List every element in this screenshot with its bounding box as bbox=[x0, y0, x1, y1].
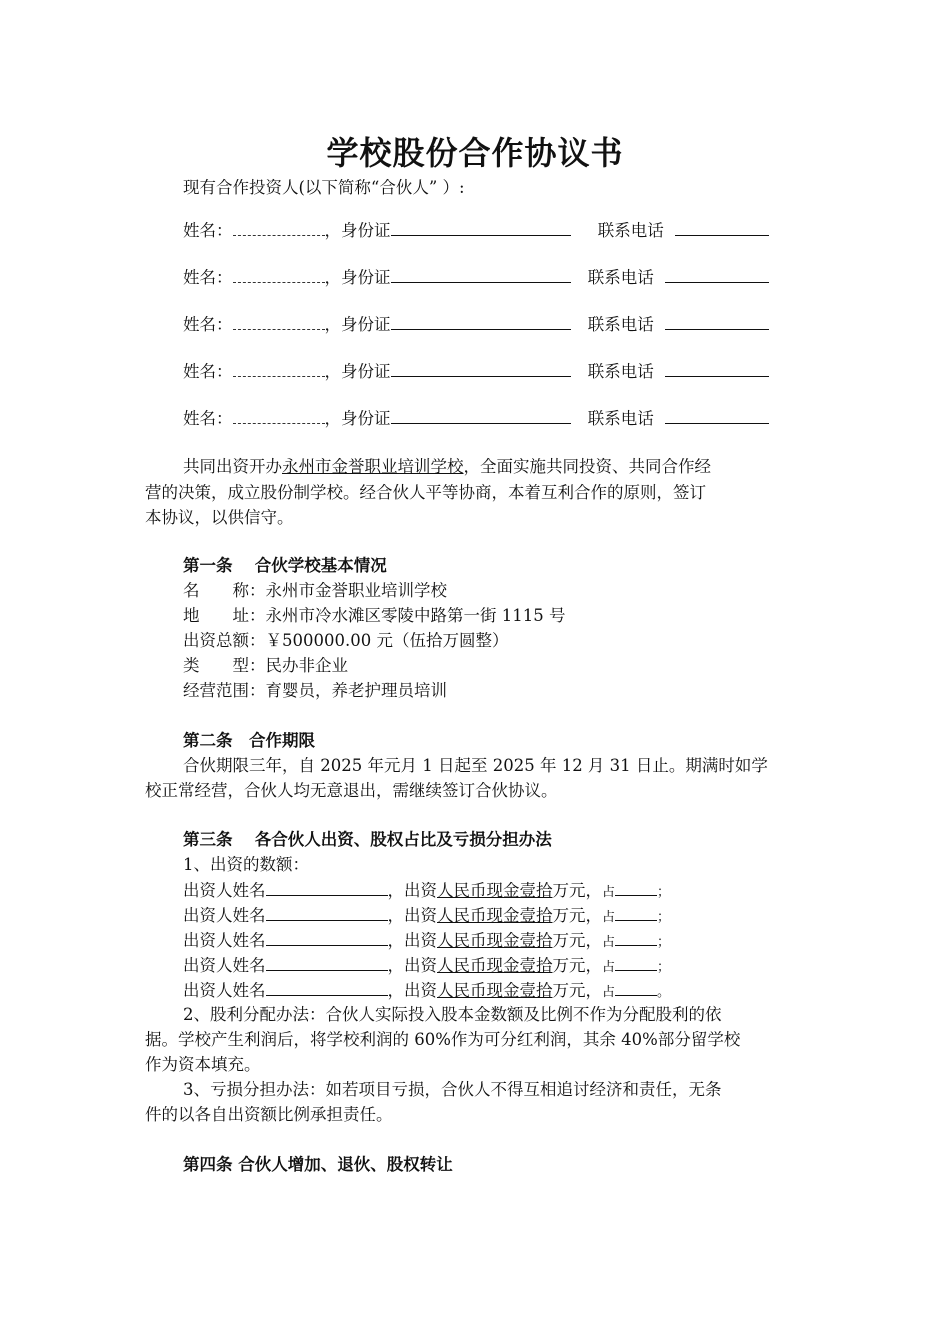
article2-heading: 第二条 合作期限 bbox=[183, 731, 315, 750]
phone-blank bbox=[665, 265, 769, 283]
id-label: ，身份证 bbox=[324, 362, 391, 381]
row-end: ； bbox=[657, 935, 671, 950]
field-value: ￥500000.00 元（伍拾万圆整） bbox=[265, 631, 509, 650]
id-blank bbox=[391, 359, 571, 377]
share-label: 占 bbox=[602, 960, 616, 975]
field-label: 类 型： bbox=[183, 656, 266, 675]
invest-amount: 人民币现金壹拾 bbox=[437, 906, 553, 925]
partner-row bbox=[183, 218, 769, 243]
phone-blank bbox=[675, 218, 769, 236]
row-end: ； bbox=[657, 910, 671, 925]
invest-text: ，出资 bbox=[387, 881, 437, 900]
invest-amount: 人民币现金壹拾 bbox=[437, 881, 553, 900]
share-label: 占 bbox=[602, 910, 616, 925]
article3-heading: 第三条 各合伙人出资、股权占比及亏损分担办法 bbox=[183, 830, 552, 849]
name-blank bbox=[233, 406, 325, 424]
name-label: 姓名： bbox=[183, 268, 233, 287]
share-label: 占 bbox=[602, 935, 616, 950]
invest-unit: 万元， bbox=[552, 881, 602, 900]
id-blank bbox=[391, 218, 571, 236]
invest-unit: 万元， bbox=[552, 906, 602, 925]
intro-text: 现有合作投资人(以下简称“合伙人” ）: bbox=[183, 178, 465, 197]
id-label: ，身份证 bbox=[324, 409, 391, 428]
field-value: 永州市金誉职业培训学校 bbox=[265, 581, 447, 600]
partner-row bbox=[183, 359, 769, 384]
document-title: 学校股份合作协议书 bbox=[326, 134, 624, 172]
investor-row bbox=[183, 878, 670, 905]
phone-label: 联系电话 bbox=[587, 409, 654, 428]
partner-row bbox=[183, 406, 769, 431]
name-label: 姓名： bbox=[183, 409, 233, 428]
invest-unit: 万元， bbox=[552, 956, 602, 975]
preamble-text: ，全面实施共同投资、共同合作经 bbox=[463, 457, 711, 476]
investor-label: 出资人姓名 bbox=[183, 881, 266, 900]
invest-text: ，出资 bbox=[387, 931, 437, 950]
preamble-line-3: 本协议，以供信守。 bbox=[145, 508, 294, 527]
phone-blank bbox=[665, 406, 769, 424]
id-label: ，身份证 bbox=[324, 268, 391, 287]
invest-unit: 万元， bbox=[552, 931, 602, 950]
investor-label: 出资人姓名 bbox=[183, 906, 266, 925]
phone-label: 联系电话 bbox=[587, 315, 654, 334]
investor-row bbox=[183, 953, 670, 980]
share-blank bbox=[615, 903, 657, 921]
investor-blank bbox=[266, 928, 388, 946]
field-label: 经营范围： bbox=[183, 681, 266, 700]
type-row bbox=[183, 654, 348, 678]
preamble-line-2: 营的决策，成立股份制学校。经合伙人平等协商，本着互利合作的原则，签订 bbox=[145, 483, 706, 502]
capital-row bbox=[183, 629, 508, 653]
dividend-line-1: 2、股利分配办法：合伙人实际投入股本金数额及比例不作为分配股利的依 bbox=[183, 1005, 722, 1024]
article2-line-2: 校正常经营，合伙人均无意退出，需继续签订合伙协议。 bbox=[145, 781, 558, 800]
article2-line-1: 合伙期限三年，自 2025 年元月 1 日起至 2025 年 12 月 31 日止。期满时如学 bbox=[183, 756, 768, 775]
share-blank bbox=[615, 978, 657, 996]
id-blank bbox=[391, 265, 571, 283]
share-label: 占 bbox=[602, 985, 616, 1000]
partner-row bbox=[183, 312, 769, 337]
scope-row bbox=[183, 679, 447, 703]
field-label: 地 址： bbox=[183, 606, 266, 625]
investor-label: 出资人姓名 bbox=[183, 956, 266, 975]
dividend-line-3: 作为资本填充。 bbox=[145, 1055, 261, 1074]
investor-row bbox=[183, 903, 670, 930]
loss-line-1: 3、亏损分担办法：如若项目亏损，合伙人不得互相追讨经济和责任，无条 bbox=[183, 1080, 722, 1099]
name-blank bbox=[233, 312, 325, 330]
row-end: ； bbox=[657, 960, 671, 975]
article4-heading: 第四条 合伙人增加、退伙、股权转让 bbox=[183, 1155, 453, 1174]
field-value: 民办非企业 bbox=[265, 656, 348, 675]
id-blank bbox=[391, 312, 571, 330]
share-blank bbox=[615, 953, 657, 971]
invest-amount: 人民币现金壹拾 bbox=[437, 956, 553, 975]
invest-text: ，出资 bbox=[387, 906, 437, 925]
preamble-text: 共同出资开办 bbox=[183, 457, 282, 476]
field-label: 名 称： bbox=[183, 581, 266, 600]
id-blank bbox=[391, 406, 571, 424]
loss-line-2: 件的以各自出资额比例承担责任。 bbox=[145, 1105, 393, 1124]
contribution-subheading: 1、出资的数额： bbox=[183, 855, 309, 874]
phone-blank bbox=[665, 359, 769, 377]
school-name-row bbox=[183, 579, 447, 603]
phone-label: 联系电话 bbox=[587, 268, 654, 287]
school-name: 永州市金誉职业培训学校 bbox=[282, 457, 464, 476]
investor-row bbox=[183, 928, 670, 955]
article1-heading: 第一条 合伙学校基本情况 bbox=[183, 556, 387, 575]
address-row bbox=[183, 604, 565, 628]
name-label: 姓名： bbox=[183, 315, 233, 334]
name-label: 姓名： bbox=[183, 221, 233, 240]
field-label: 出资总额： bbox=[183, 631, 266, 650]
invest-text: ，出资 bbox=[387, 981, 437, 1000]
dividend-line-2: 据。学校产生利润后，将学校利润的 60%作为可分红利润，其余 40%部分留学校 bbox=[145, 1030, 741, 1049]
share-label: 占 bbox=[602, 885, 616, 900]
name-blank bbox=[233, 265, 325, 283]
row-end: ； bbox=[657, 885, 671, 900]
partner-row bbox=[183, 265, 769, 290]
phone-label: 联系电话 bbox=[587, 362, 654, 381]
investor-blank bbox=[266, 978, 388, 996]
investor-row bbox=[183, 978, 670, 1005]
share-blank bbox=[615, 878, 657, 896]
invest-text: ，出资 bbox=[387, 956, 437, 975]
investor-label: 出资人姓名 bbox=[183, 981, 266, 1000]
investor-blank bbox=[266, 953, 388, 971]
invest-amount: 人民币现金壹拾 bbox=[437, 931, 553, 950]
row-end: 。 bbox=[657, 985, 671, 1000]
phone-blank bbox=[665, 312, 769, 330]
name-blank bbox=[233, 218, 325, 236]
investor-label: 出资人姓名 bbox=[183, 931, 266, 950]
invest-unit: 万元， bbox=[552, 981, 602, 1000]
invest-amount: 人民币现金壹拾 bbox=[437, 981, 553, 1000]
name-blank bbox=[233, 359, 325, 377]
investor-blank bbox=[266, 878, 388, 896]
field-value: 育婴员，养老护理员培训 bbox=[265, 681, 447, 700]
id-label: ，身份证 bbox=[324, 315, 391, 334]
phone-label: 联系电话 bbox=[597, 221, 664, 240]
share-blank bbox=[615, 928, 657, 946]
id-label: ，身份证 bbox=[324, 221, 391, 240]
field-value: 永州市冷水滩区零陵中路第一街 1115 号 bbox=[265, 606, 566, 625]
name-label: 姓名： bbox=[183, 362, 233, 381]
investor-blank bbox=[266, 903, 388, 921]
preamble-line-1 bbox=[183, 455, 711, 479]
